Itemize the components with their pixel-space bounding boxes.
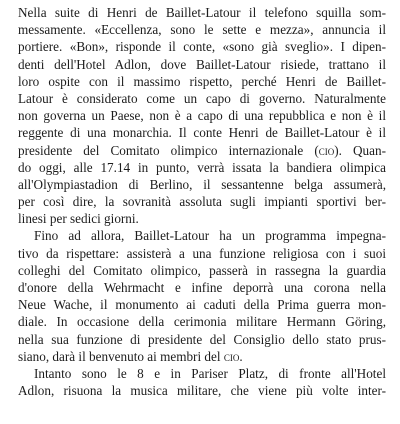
text-line: do oggi, alle 17.14 in punto, verrà issata la bandiera olimpica xyxy=(18,159,386,175)
text-line: presidente del Comitato olimpico internazionale (cio). Quan- xyxy=(18,142,386,158)
text-line: tivo da rispettare: assisterà a una funzione religiosa con i suoi xyxy=(18,245,386,261)
paragraph-3 xyxy=(18,365,386,399)
book-page xyxy=(18,4,386,399)
text-line: denti dell'Hotel Adlon, dove Baillet-Latour risiede, trattano il xyxy=(18,56,386,72)
text-line: portiere. «Bon», risponde il conte, «sono già sveglio». I dipen- xyxy=(18,39,386,55)
paragraph-2 xyxy=(18,227,386,365)
text-line: loro ospite con il massimo rispetto, perché Henri de Baillet- xyxy=(18,73,386,89)
text-line: all'Olympiastadion di Berlino, il sessantenne belga assumerà, xyxy=(18,176,386,192)
text-line: Intanto sono le 8 e in Pariser Platz, di fronte all'Hotel xyxy=(34,365,386,381)
text-line: nella sua funzione di presidente del Consiglio dello stato prus- xyxy=(18,331,386,347)
text-line: Neue Wache, il monumento ai caduti della Prima guerra mon- xyxy=(18,297,386,313)
text-line: Latour è considerato come un capo di governo. Naturalmente xyxy=(18,90,386,106)
text-line: colleghi del Comitato olimpico, passerà in rassegna la guardia xyxy=(18,262,386,278)
text-line: diale. In occasione della cerimonia militare Hermann Göring, xyxy=(18,314,386,330)
paragraph-1 xyxy=(18,4,386,227)
text-line: siano, darà il benvenuto ai membri del cio. xyxy=(18,348,243,364)
text-line: linesi per sedici giorni. xyxy=(18,211,139,227)
text-line: messamente. «Eccellenza, sono le sette e mezza», annuncia il xyxy=(18,22,386,38)
text-line: d'onore della Wehrmacht e infine deporrà una corona nella xyxy=(18,280,386,295)
text-line: non governa un Paese, non è a capo di una repubblica e non è il xyxy=(18,108,386,124)
text-line: per così dire, la sovranità assoluta sugli impianti sportivi ber- xyxy=(18,194,386,210)
text-line: Fino ad allora, Baillet-Latour ha un programma impegna- xyxy=(34,228,386,244)
text-line: reggente di una monarchia. Il conte Henri de Baillet-Latour è il xyxy=(18,125,386,141)
text-line: Nella suite di Henri de Baillet-Latour il telefono squilla som- xyxy=(18,5,386,20)
text-line: Adlon, risuona la musica militare, che viene più volte inter- xyxy=(18,383,386,399)
